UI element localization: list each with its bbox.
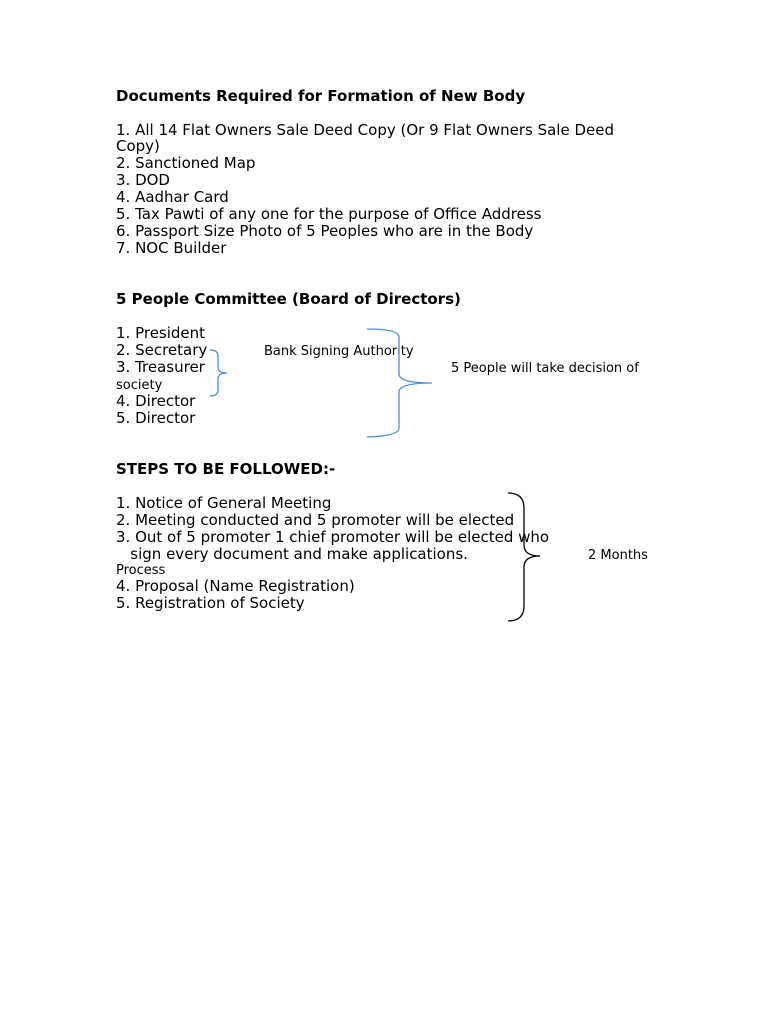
steps-heading: STEPS TO BE FOLLOWED:-	[116, 460, 336, 478]
document-item-3: 3. DOD	[116, 171, 170, 189]
step-item-3-cont: sign every document and make applications.	[116, 545, 468, 563]
step-item-3: 3. Out of 5 promoter 1 chief promoter will be elected who	[116, 528, 550, 546]
document-item-6: 6. Passport Size Photo of 5 Peoples who are in the Body	[116, 222, 534, 240]
document-item-5: 5. Tax Pawti of any one for the purpose of Office Address	[116, 205, 542, 223]
committee-member-director-1: 4. Director	[116, 392, 196, 410]
bank-signing-bracket	[210, 350, 227, 396]
document-item-4: 4. Aadhar Card	[116, 188, 229, 206]
committee-member-director-2: 5. Director	[116, 409, 196, 427]
duration-note-cont: Process	[116, 563, 166, 578]
step-item-5: 5. Registration of Society	[116, 594, 305, 612]
committee-decision-note: 5 People will take decision of	[451, 361, 639, 376]
committee-member-secretary: 2. Secretary	[116, 341, 208, 359]
document-item-1: 1. All 14 Flat Owners Sale Deed Copy (Or 9 Flat Owners Sale Deed	[116, 121, 614, 139]
document-item-1-cont: Copy)	[116, 137, 160, 155]
bank-signing-note: Bank Signing Authority	[264, 344, 414, 359]
step-item-1: 1. Notice of General Meeting	[116, 494, 332, 512]
committee-member-treasurer: 3. Treasurer	[116, 358, 205, 376]
documents-heading: Documents Required for Formation of New Body	[116, 87, 526, 105]
committee-heading: 5 People Committee (Board of Directors)	[116, 290, 461, 308]
committee-member-president: 1. President	[116, 324, 206, 342]
duration-note: 2 Months	[588, 548, 648, 563]
committee-decision-note-cont: society	[116, 378, 163, 393]
document-item-2: 2. Sanctioned Map	[116, 154, 256, 172]
step-item-4: 4. Proposal (Name Registration)	[116, 577, 355, 595]
step-item-2: 2. Meeting conducted and 5 promoter will be elected	[116, 511, 515, 529]
document-item-7: 7. NOC Builder	[116, 239, 227, 257]
